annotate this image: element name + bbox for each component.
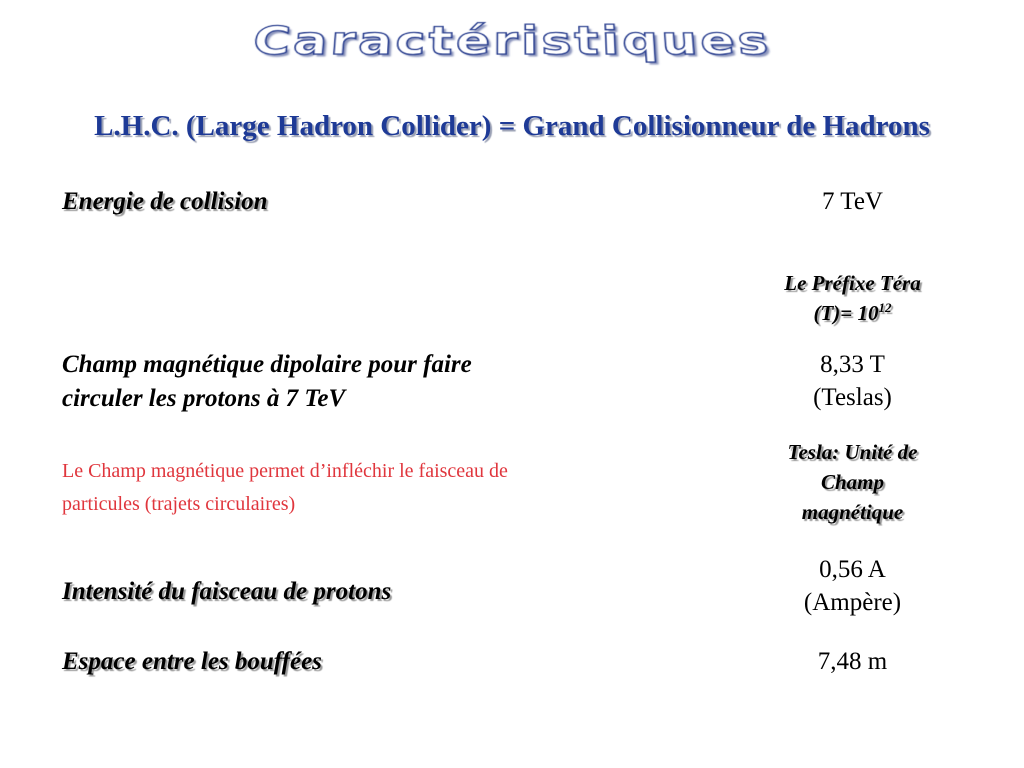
value-bunch-spacing: 7,48 m [817,648,888,675]
label-dipole-field [62,348,682,416]
value-beam-intensity [730,553,975,619]
label-bunch-spacing: Espace entre les bouffées [62,648,322,675]
info-tesla-line3: magnétique [801,500,904,524]
info-tera-line2 [740,298,965,328]
label-collision-energy: Energie de collision [62,188,268,215]
info-tera-prefix [740,268,965,328]
label-beam-intensity: Intensité du faisceau de protons [62,578,392,605]
value-dipole-field-line2: (Teslas) [813,384,892,411]
info-tesla-line1: Tesla: Unité de [787,440,918,464]
field-note [62,455,712,521]
field-note-line2: particules (trajets circulaires) [62,493,296,515]
info-tera-base: (T)= 10 [813,301,879,325]
info-tesla-unit [740,437,965,527]
page-title: Caractéristiques [250,18,774,64]
field-note-line1: Le Champ magnétique permet d’infléchir le faisceau de [62,460,508,482]
value-dipole-field [730,348,975,414]
label-dipole-field-line1: Champ magnétique dipolaire pour faire [62,351,472,378]
value-dipole-field-line1: 8,33 T [820,351,885,378]
value-collision-energy: 7 TeV [822,188,883,215]
value-beam-intensity-line1: 0,56 A [819,556,886,583]
value-beam-intensity-line2: (Ampère) [803,589,902,616]
info-tera-exponent: 12 [878,300,892,315]
page-subtitle: L.H.C. (Large Hadron Collider) = Grand Collisionneur de Hadrons [94,110,930,142]
label-dipole-field-line2: circuler les protons à 7 TeV [62,385,346,412]
info-tesla-line2: Champ [820,470,885,494]
info-tera-line1: Le Préfixe Téra [784,271,921,295]
